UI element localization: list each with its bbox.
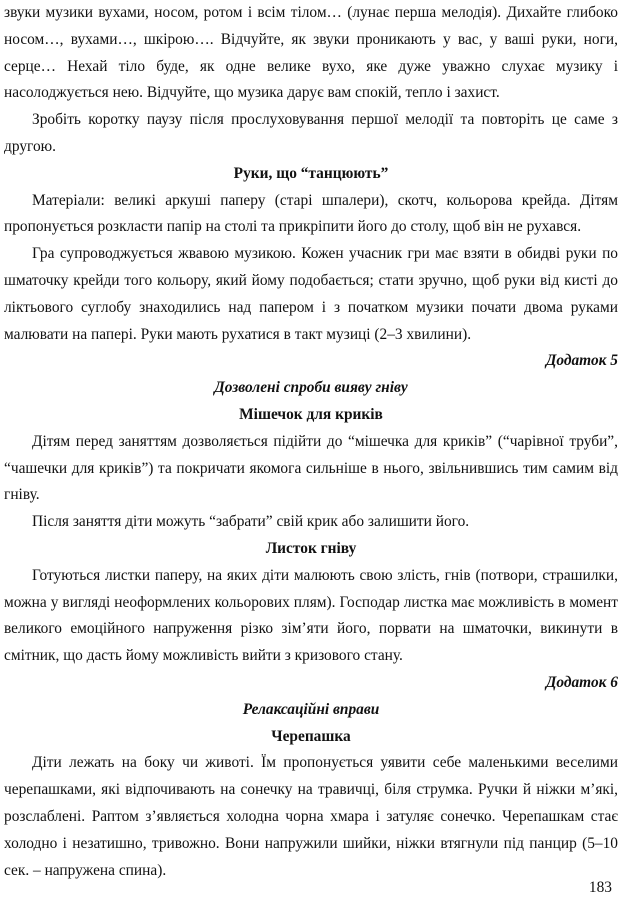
appendix-5-label: Додаток 5 [545,352,618,370]
heading-anger-expression: Дозволені спроби вияву гніву [214,379,408,397]
paragraph-materials: Матеріали: великі аркуші паперу (старі шпалери), скотч, кольорова крейда. Дітям пропонується розкласти папір на столі та прикріпити його до столу, щоб він не рухався. [4,191,618,236]
heading-dancing-hands: Руки, що “танцюють” [233,164,389,182]
paragraph-anger-leaf: Готуються листки паперу, на яких діти малюють свою злість, гнів (потвори, страшилки, можна у вигляді неоформлених кольорових плям). Господар листка має можливість в момент великого емоційного напруження різко зім’яти його, порвати на шматочки, викинути в смітник, що дасть йому можливість вийти з кризового стану. [4,566,618,665]
paragraph-after-class: Після заняття діти можуть “забрати” свій крик або залишити його. [32,513,470,531]
paragraph-music-breathing: звуки музики вухами, носом, ротом і всім тілом… (лунає перша мелодія). Дихайте глибоко носом…, вухами…, шкірою…. Відчуйте, як звуки проникають у вас, у ваші руки, ноги, серце… Нехай тіло буде, як одне велике вухо, яке дуже уважно слухає музику і насолоджується нею. Відчуйте, що музика дарує вам спокій, тепло і захист. [4,4,618,102]
page-number: 183 [588,879,612,896]
appendix-6-label: Додаток 6 [545,673,618,691]
paragraph-game-music: Гра супроводжується жвавою музикою. Кожен учасник гри має взяти в обидві руки по шматочку крейди того кольору, який йому подобається; стати зручно, щоб руки від кисті до ліктьового суглобу знаходились над папером і з початком музики почати двома руками малювати на папері. Руки мають рухатися в такт музиці (2–3 хвилини). [4,245,618,343]
heading-turtle: Черепашка [271,727,351,745]
paragraph-turtle: Діти лежать на боку чи животі. Їм пропонується уявити себе маленькими веселими черепашками, які відпочивають на сонечку на травичці, біля струмка. Ручки й ніжки м’які, розслаблені. Раптом з’являється холодна чорна хмара і затуляє сонечко. Черепашкам стає холодно і незатишно, тривожно. Вони напружили шийки, ніжки втягнули під панцир (5–10 сек. – напружена спина). [4,754,618,879]
heading-scream-bag: Мішечок для криків [239,405,383,423]
paragraph-scream-bag: Дітям перед заняттям дозволяється підійти до “мішечка для криків” (“чарівної труби”, “чашечки для криків”) та покричати якомога сильніше в нього, звільнившись тим самим від гніву. [4,432,618,504]
paragraph-pause: Зробіть коротку паузу після прослуховування першої мелодії та повторіть це саме з другою. [4,111,618,155]
heading-anger-leaf: Листок гніву [265,539,357,557]
document-page [4,0,618,884]
heading-relaxation: Релаксаційні вправи [242,700,380,718]
